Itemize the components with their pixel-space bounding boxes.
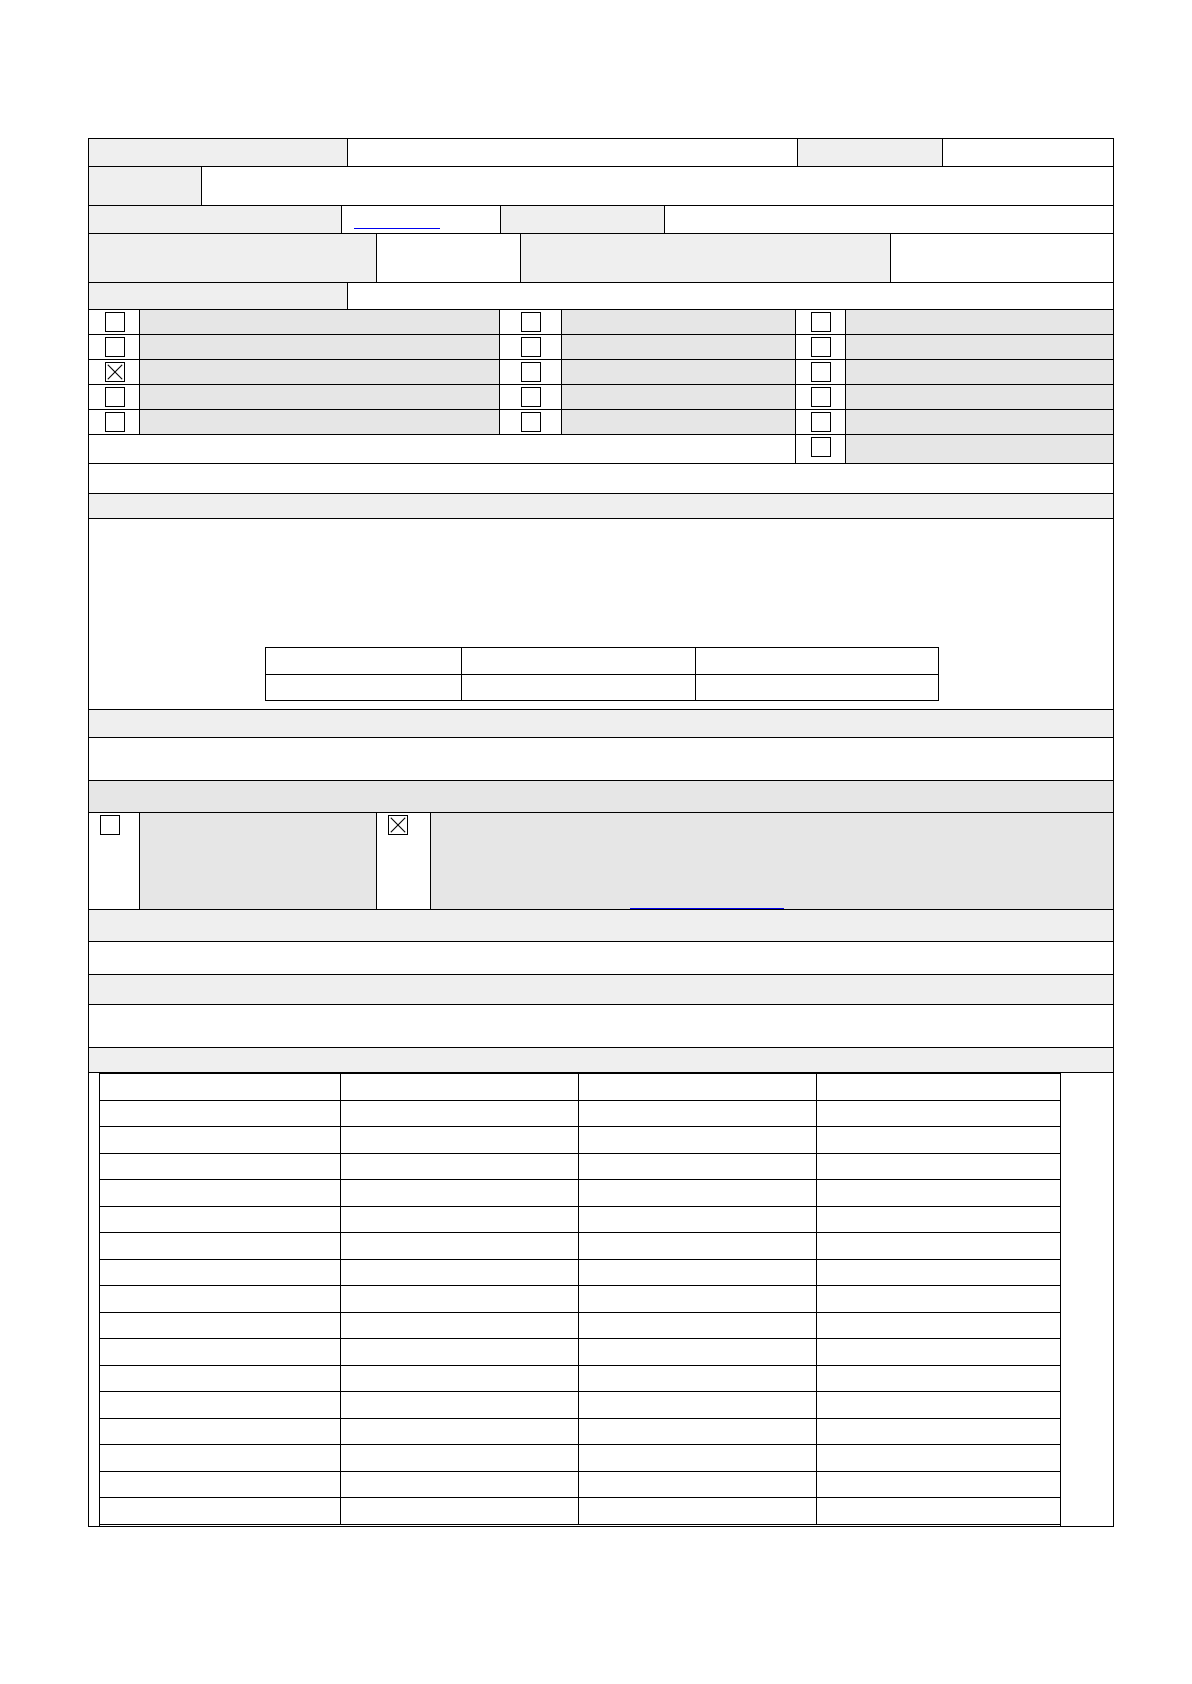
summary-cell xyxy=(696,675,938,700)
checkbox-r4c1[interactable] xyxy=(105,387,125,407)
table-cell[interactable] xyxy=(817,1366,1060,1393)
checkbox-label xyxy=(562,385,796,410)
table-cell[interactable] xyxy=(100,1260,341,1287)
table-cell[interactable] xyxy=(100,1286,341,1313)
table-cell[interactable] xyxy=(579,1445,817,1472)
table-cell[interactable] xyxy=(341,1392,579,1419)
section-body-4[interactable] xyxy=(89,942,1113,975)
field-label-2 xyxy=(798,139,943,167)
table-cell[interactable] xyxy=(341,1260,579,1287)
field-value-1[interactable] xyxy=(348,139,798,167)
checkbox-r3c1[interactable] xyxy=(105,362,125,382)
section-header-1 xyxy=(89,494,1113,519)
table-cell[interactable] xyxy=(817,1180,1060,1207)
table-cell[interactable] xyxy=(100,1472,341,1499)
table-cell[interactable] xyxy=(817,1074,1060,1101)
checkbox-cell xyxy=(500,310,562,335)
field-value-5[interactable] xyxy=(665,206,1113,234)
checkbox-cell xyxy=(796,410,846,435)
table-cell[interactable] xyxy=(341,1339,579,1366)
table-cell[interactable] xyxy=(817,1233,1060,1260)
table-cell[interactable] xyxy=(341,1366,579,1393)
checkbox-cell xyxy=(89,410,140,435)
checkbox-r2c2[interactable] xyxy=(521,337,541,357)
grid-blank-cell xyxy=(89,435,796,464)
section-body-5[interactable] xyxy=(89,1005,1113,1048)
checkbox-r3c3[interactable] xyxy=(811,362,831,382)
field-value-6[interactable] xyxy=(377,234,521,283)
table-cell[interactable] xyxy=(817,1498,1060,1525)
blank-row xyxy=(89,464,1113,494)
field-label-4 xyxy=(89,206,342,234)
checkbox-r6c3[interactable] xyxy=(811,437,831,457)
table-cell[interactable] xyxy=(579,1498,817,1525)
checkbox-label xyxy=(562,410,796,435)
table-cell[interactable] xyxy=(817,1472,1060,1499)
table-cell[interactable] xyxy=(100,1498,341,1525)
table-cell[interactable] xyxy=(100,1366,341,1393)
checkbox-r5c2[interactable] xyxy=(521,412,541,432)
table-cell[interactable] xyxy=(341,1498,579,1525)
summary-cell xyxy=(462,648,696,675)
table-cell[interactable] xyxy=(817,1339,1060,1366)
table-cell[interactable] xyxy=(579,1419,817,1446)
section-body-1 xyxy=(89,519,1113,710)
table-cell[interactable] xyxy=(817,1154,1060,1181)
table-cell[interactable] xyxy=(579,1180,817,1207)
table-cell[interactable] xyxy=(817,1207,1060,1234)
checkbox-r2c3[interactable] xyxy=(811,337,831,357)
table-cell[interactable] xyxy=(341,1180,579,1207)
table-cell[interactable] xyxy=(341,1472,579,1499)
table-cell[interactable] xyxy=(100,1313,341,1340)
table-cell[interactable] xyxy=(817,1313,1060,1340)
checkbox-cell xyxy=(89,335,140,360)
checkbox-r5c3[interactable] xyxy=(811,412,831,432)
table-cell[interactable] xyxy=(817,1101,1060,1128)
table-cell[interactable] xyxy=(579,1101,817,1128)
table-cell[interactable] xyxy=(100,1127,341,1154)
field-value-3[interactable] xyxy=(202,167,1113,206)
table-cell[interactable] xyxy=(579,1392,817,1419)
table-cell[interactable] xyxy=(341,1154,579,1181)
checkbox-label xyxy=(140,310,500,335)
section-header-4 xyxy=(89,910,1113,942)
checkbox-cell xyxy=(796,360,846,385)
checkbox-label xyxy=(562,310,796,335)
bottom-table xyxy=(99,1073,1061,1526)
option-b-box-cell xyxy=(377,813,431,910)
table-cell[interactable] xyxy=(579,1074,817,1101)
table-cell[interactable] xyxy=(579,1339,817,1366)
checkbox-r3c2[interactable] xyxy=(521,362,541,382)
checkbox-cell xyxy=(796,385,846,410)
field-value-2[interactable] xyxy=(943,139,1113,167)
table-cell[interactable] xyxy=(579,1207,817,1234)
field-label-1 xyxy=(89,139,348,167)
checkbox-label xyxy=(140,360,500,385)
summary-cell xyxy=(462,675,696,700)
table-cell[interactable] xyxy=(100,1154,341,1181)
form-frame xyxy=(88,138,1114,1527)
section-header-3 xyxy=(89,781,1113,813)
table-cell[interactable] xyxy=(817,1286,1060,1313)
table-cell[interactable] xyxy=(341,1101,579,1128)
field-value-4[interactable] xyxy=(342,206,501,234)
table-cell[interactable] xyxy=(341,1074,579,1101)
field-label-5 xyxy=(501,206,665,234)
section-header-2 xyxy=(89,710,1113,738)
checkbox-r4c3[interactable] xyxy=(811,387,831,407)
checkbox-label xyxy=(846,435,1113,464)
table-cell[interactable] xyxy=(341,1419,579,1446)
checkbox-label xyxy=(562,335,796,360)
field-value-7[interactable] xyxy=(891,234,1113,283)
table-cell[interactable] xyxy=(579,1233,817,1260)
checkbox-r1c1[interactable] xyxy=(105,312,125,332)
table-cell[interactable] xyxy=(341,1233,579,1260)
checkbox-r4c2[interactable] xyxy=(521,387,541,407)
table-cell[interactable] xyxy=(100,1445,341,1472)
field-value-8[interactable] xyxy=(348,283,1113,310)
table-cell[interactable] xyxy=(341,1127,579,1154)
option-b-checkbox[interactable] xyxy=(388,815,408,835)
table-cell[interactable] xyxy=(341,1445,579,1472)
checkbox-r1c3[interactable] xyxy=(811,312,831,332)
summary-cell xyxy=(696,648,938,675)
checkbox-label xyxy=(140,385,500,410)
table-cell[interactable] xyxy=(100,1101,341,1128)
table-cell[interactable] xyxy=(100,1207,341,1234)
checkbox-label xyxy=(140,410,500,435)
table-cell[interactable] xyxy=(579,1127,817,1154)
field-label-6 xyxy=(89,234,377,283)
table-cell[interactable] xyxy=(579,1472,817,1499)
checkbox-r2c1[interactable] xyxy=(105,337,125,357)
option-b-link[interactable] xyxy=(630,908,784,909)
checkbox-label xyxy=(846,385,1113,410)
table-cell[interactable] xyxy=(100,1392,341,1419)
checkbox-label xyxy=(562,360,796,385)
table-cell[interactable] xyxy=(341,1207,579,1234)
email-link[interactable] xyxy=(354,228,440,229)
table-cell[interactable] xyxy=(100,1180,341,1207)
table-cell[interactable] xyxy=(817,1419,1060,1446)
checkbox-cell xyxy=(89,385,140,410)
option-a-box-cell xyxy=(89,813,140,910)
summary-cell xyxy=(266,675,462,700)
field-label-8 xyxy=(89,283,348,310)
section-body-2[interactable] xyxy=(89,738,1113,781)
table-cell[interactable] xyxy=(817,1392,1060,1419)
table-cell[interactable] xyxy=(817,1445,1060,1472)
checkbox-label xyxy=(846,410,1113,435)
checkbox-r1c2[interactable] xyxy=(521,312,541,332)
summary-cell xyxy=(266,648,462,675)
checkbox-cell xyxy=(500,410,562,435)
checkbox-cell xyxy=(796,435,846,464)
table-cell[interactable] xyxy=(100,1419,341,1446)
section-header-5 xyxy=(89,975,1113,1005)
checkbox-cell xyxy=(500,335,562,360)
table-cell[interactable] xyxy=(579,1366,817,1393)
section-header-6 xyxy=(89,1048,1113,1073)
table-cell[interactable] xyxy=(341,1286,579,1313)
table-cell[interactable] xyxy=(579,1313,817,1340)
table-cell[interactable] xyxy=(579,1286,817,1313)
field-label-3 xyxy=(89,167,202,206)
checkbox-label xyxy=(846,310,1113,335)
table-cell[interactable] xyxy=(817,1260,1060,1287)
option-b-label xyxy=(431,813,1113,910)
option-a-label xyxy=(140,813,377,910)
checkbox-cell xyxy=(796,310,846,335)
table-cell[interactable] xyxy=(100,1339,341,1366)
summary-table xyxy=(265,647,939,701)
table-cell[interactable] xyxy=(100,1074,341,1101)
checkbox-label xyxy=(846,360,1113,385)
table-cell[interactable] xyxy=(817,1127,1060,1154)
checkbox-label xyxy=(846,335,1113,360)
checkbox-cell xyxy=(500,360,562,385)
checkbox-cell xyxy=(89,310,140,335)
table-cell[interactable] xyxy=(579,1260,817,1287)
option-a-checkbox[interactable] xyxy=(100,815,120,835)
checkbox-r5c1[interactable] xyxy=(105,412,125,432)
field-label-7 xyxy=(521,234,891,283)
table-cell[interactable] xyxy=(579,1154,817,1181)
checkbox-label xyxy=(140,335,500,360)
checkbox-cell xyxy=(796,335,846,360)
table-cell[interactable] xyxy=(341,1313,579,1340)
checkbox-cell xyxy=(89,360,140,385)
table-cell[interactable] xyxy=(100,1233,341,1260)
checkbox-cell xyxy=(500,385,562,410)
